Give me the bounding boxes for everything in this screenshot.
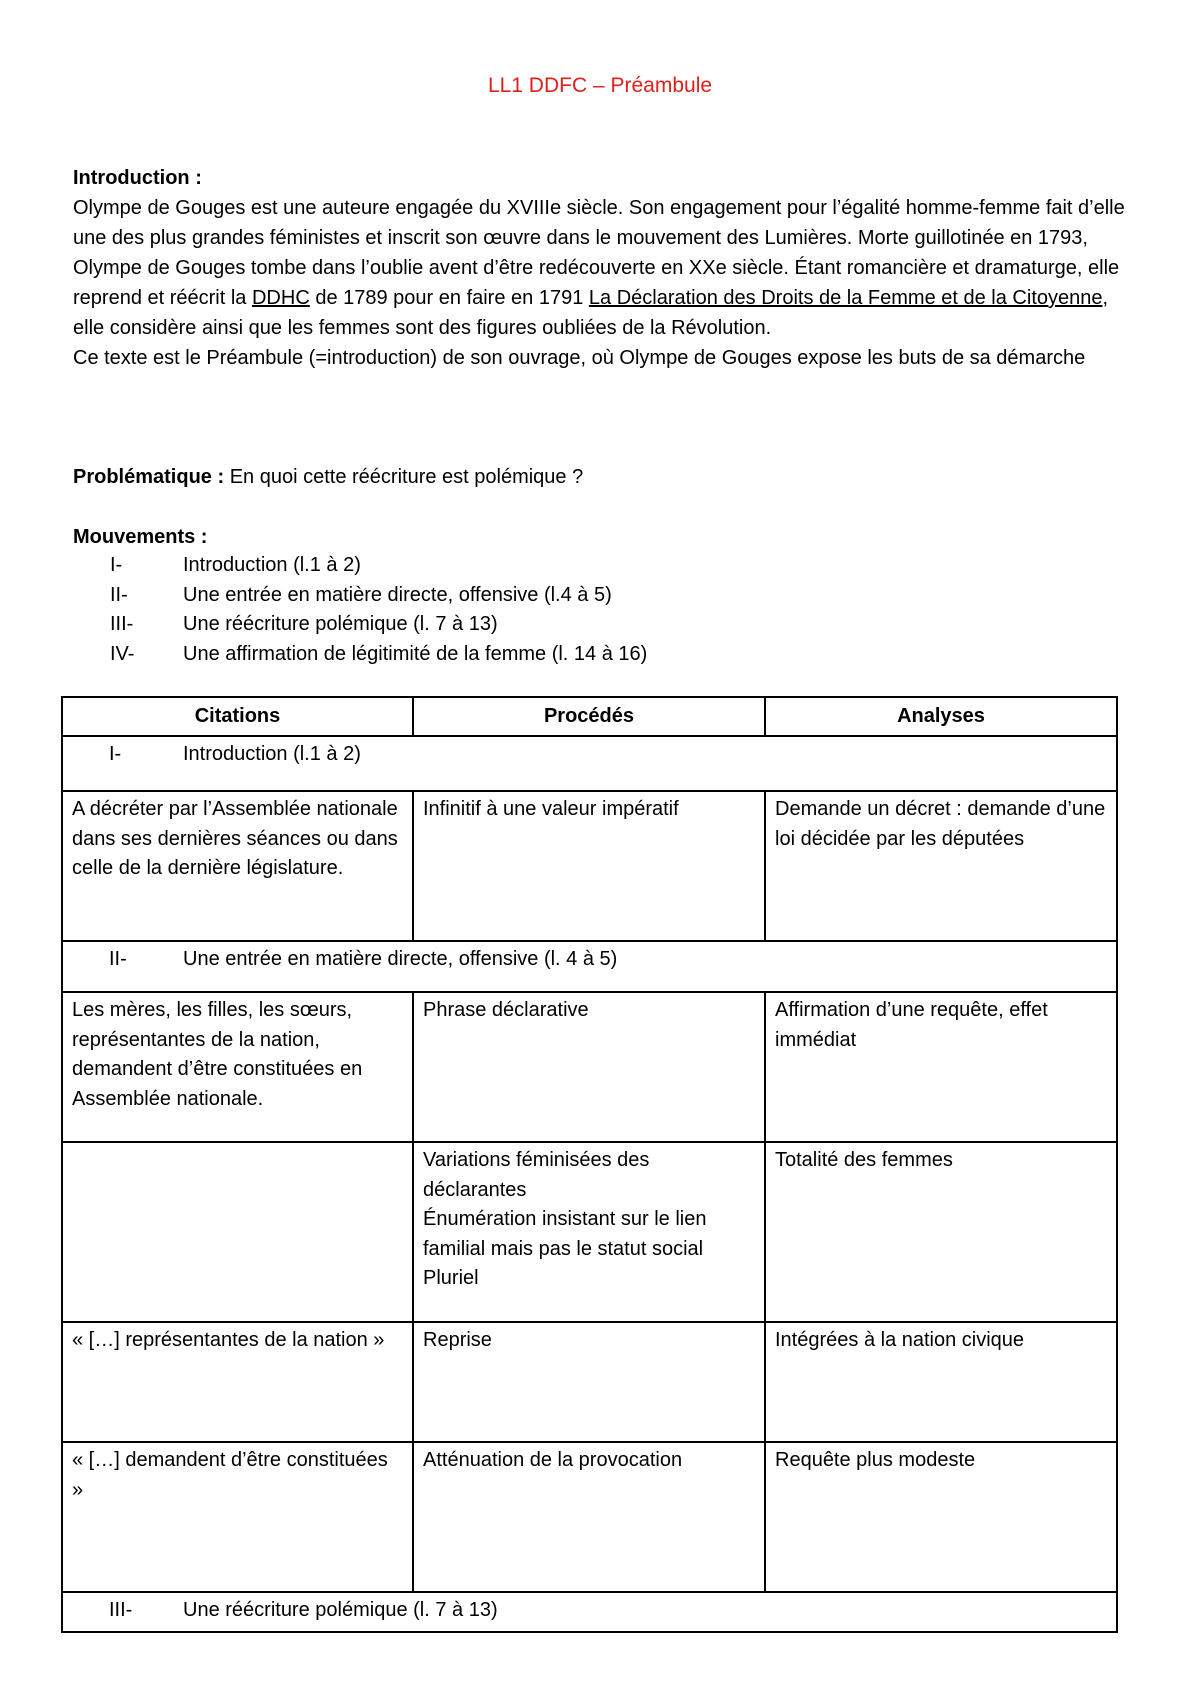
- analyse-cell: Requête plus modeste: [765, 1442, 1117, 1592]
- section-number: I-: [109, 743, 122, 765]
- citation-cell: « […] demandent d’être constituées »: [62, 1442, 413, 1592]
- list-item-text: Introduction (l.1 à 2): [183, 554, 361, 576]
- section-number: II-: [109, 948, 127, 970]
- intro-text-part2: de 1789 pour en faire en 1791: [309, 287, 589, 309]
- section-cell: [62, 736, 1117, 791]
- intro-text-part4: Ce texte est le Préambule (=introduction) de son ouvrage, où Olympe de Gouges expose les buts de sa démarche: [73, 347, 1086, 369]
- problematique-text: En quoi cette réécriture est polémique ?: [224, 466, 584, 488]
- intro-text-part3: , elle considère ainsi que les femmes sont des figures oubliées de la Révolution.: [73, 287, 1109, 339]
- analyse-cell: Intégrées à la nation civique: [765, 1322, 1117, 1442]
- list-item: [110, 551, 1010, 581]
- mouvements-list: [110, 551, 1010, 669]
- procede-cell: Infinitif à une valeur impératif: [413, 791, 765, 941]
- table-row: [62, 1142, 1117, 1322]
- analyse-cell: Demande un décret : demande d’une loi décidée par les députées: [765, 791, 1117, 941]
- procede-cell: Phrase déclarative: [413, 992, 765, 1142]
- list-item-text: Une réécriture polémique (l. 7 à 13): [183, 613, 498, 635]
- analyse-cell: Totalité des femmes: [765, 1142, 1117, 1322]
- list-item-text: Une entrée en matière directe, offensive (l.4 à 5): [183, 583, 612, 606]
- section-title: Introduction (l.1 à 2): [183, 743, 361, 765]
- procede-cell: Reprise: [413, 1322, 765, 1442]
- list-item-text: Une affirmation de légitimité de la femme (l. 14 à 16): [183, 642, 648, 665]
- list-item-number: I-: [110, 554, 123, 576]
- introduction-section: [73, 163, 1143, 373]
- list-item-number: IV-: [110, 642, 135, 665]
- header-analyses: Analyses: [765, 697, 1117, 736]
- table-section-row: [62, 941, 1117, 992]
- work-title: La Déclaration des Droits de la Femme et de la Citoyenne: [588, 287, 1103, 309]
- document-title: LL1 DDFC – Préambule: [487, 74, 713, 97]
- header-procedes: Procédés: [413, 697, 765, 736]
- analysis-table: [61, 696, 1118, 1633]
- section-number: III-: [109, 1599, 133, 1621]
- list-item-number: II-: [110, 583, 128, 606]
- table-row: [62, 791, 1117, 941]
- table-section-row: [62, 736, 1117, 791]
- header-citations: Citations: [62, 697, 413, 736]
- mouvements-heading: Mouvements :: [73, 526, 208, 548]
- table-row: [62, 1322, 1117, 1442]
- table-row: [62, 992, 1117, 1142]
- list-item-number: III-: [110, 613, 134, 635]
- section-cell: [62, 941, 1117, 992]
- table-section-row: [62, 1592, 1117, 1632]
- procede-cell: Variations féminisées des déclarantes Énumération insistant sur le lien familial mais pas le statut social Pluriel: [413, 1142, 765, 1322]
- list-item: [110, 581, 1010, 611]
- introduction-heading: Introduction :: [73, 167, 202, 189]
- citation-cell: [62, 1142, 413, 1322]
- citation-cell: A décréter par l’Assemblée nationale dans ses dernières séances ou dans celle de la dernière législature.: [62, 791, 413, 941]
- problematique-label: Problématique :: [73, 466, 225, 488]
- citation-cell: « […] représentantes de la nation »: [62, 1322, 413, 1442]
- list-item: [110, 640, 1010, 670]
- section-title: Une entrée en matière directe, offensive (l. 4 à 5): [183, 948, 618, 970]
- table-row: [62, 1442, 1117, 1592]
- section-title: Une réécriture polémique (l. 7 à 13): [183, 1599, 498, 1621]
- list-item: [110, 610, 1010, 640]
- citation-cell: Les mères, les filles, les sœurs, représentantes de la nation, demandent d’être constituées en Assemblée nationale.: [62, 992, 413, 1142]
- table-header-row: [62, 697, 1117, 736]
- intro-text-part1: Olympe de Gouges est une auteure engagée du XVIIIe siècle. Son engagement pour l’égalité homme-femme fait d’elle une des plus grandes féministes et inscrit son œuvre dans le mouvement des Lumières. Morte guillotinée en 1793, Olympe de Gouges tombe dans l’oublie avent d’être redécouverte en XXe siècle. Étant romancière et dramaturge, elle reprend et réécrit la: [73, 197, 1125, 309]
- procede-cell: Atténuation de la provocation: [413, 1442, 765, 1592]
- ddhc-link-text: DDHC: [251, 287, 310, 309]
- analyse-cell: Affirmation d’une requête, effet immédiat: [765, 992, 1117, 1142]
- section-cell: [62, 1592, 1117, 1632]
- problematique-line: [73, 462, 1143, 492]
